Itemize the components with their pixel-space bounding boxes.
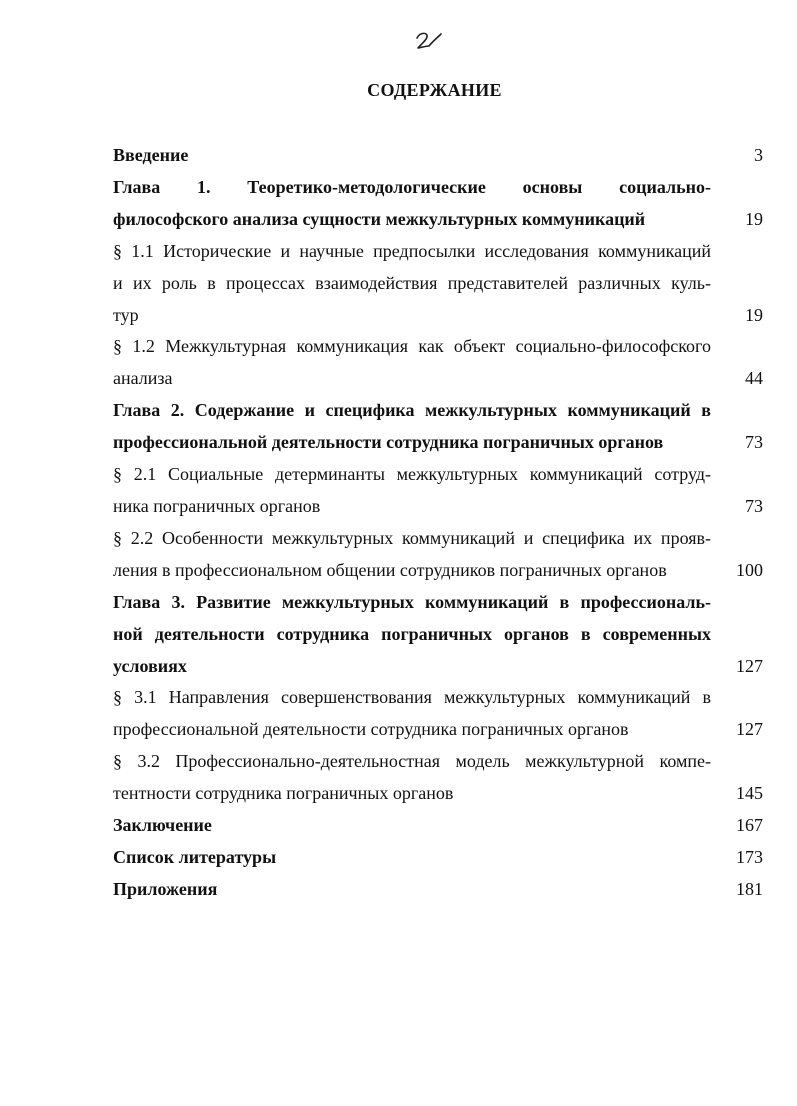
toc-entry-page-number: 73 xyxy=(745,432,763,453)
handwritten-page-number xyxy=(414,30,444,60)
toc-entry-title xyxy=(113,587,711,683)
toc-entry xyxy=(113,236,763,332)
toc-entry-page-number: 127 xyxy=(736,719,763,740)
toc-entry xyxy=(113,172,763,236)
toc-entry-line: Глава 1. Теоретико-методологические основы социально- xyxy=(113,176,711,197)
toc-entry xyxy=(113,523,763,587)
toc-entry-title xyxy=(113,395,711,459)
toc-entry-title xyxy=(113,172,711,236)
toc-entry-line: тентности сотрудника пограничных органов xyxy=(113,783,454,804)
toc-entry-line: § 1.2 Межкультурная коммуникация как объект социально-философского xyxy=(113,336,711,357)
toc-entry-line: § 3.2 Профессионально-деятельностная модель межкультурной компе- xyxy=(113,751,711,772)
toc-entry-page-number: 145 xyxy=(736,783,763,804)
toc-entry-page-number: 19 xyxy=(745,208,763,229)
toc-entry xyxy=(113,682,763,746)
toc-entry xyxy=(113,874,763,906)
toc-entry-line: и их роль в процессах взаимодействия представителей различных куль- xyxy=(113,272,711,293)
toc-entry xyxy=(113,842,763,874)
toc-entry-page-number: 100 xyxy=(736,559,763,580)
toc-entry-line: § 1.1 Исторические и научные предпосылки исследования коммуникаций xyxy=(113,240,711,261)
toc-entry-page-number: 44 xyxy=(745,368,763,389)
toc-entry-title xyxy=(113,810,711,842)
page-title: СОДЕРЖАНИЕ xyxy=(367,80,502,100)
toc-entry-line: тур xyxy=(113,304,139,325)
toc-entry-title xyxy=(113,523,711,587)
toc-entry-line: § 3.1 Направления совершенствования межкультурных коммуникаций в xyxy=(113,687,711,708)
toc-entry-line: Глава 3. Развитие межкультурных коммуникаций в профессиональ- xyxy=(113,591,711,612)
toc-entry-page-number: 73 xyxy=(745,495,763,516)
toc-entry-title xyxy=(113,682,711,746)
toc-entry xyxy=(113,746,763,810)
toc-entry-page-number: 3 xyxy=(754,145,763,165)
toc-entry xyxy=(113,810,763,842)
toc-entry-line: анализа xyxy=(113,368,173,389)
toc-entry-line: условиях xyxy=(113,655,187,676)
toc-entry-line: философского анализа сущности межкультурных коммуникаций xyxy=(113,208,646,229)
toc-entry-title xyxy=(113,140,711,172)
toc-entry-line: Глава 2. Содержание и специфика межкультурных коммуникаций в xyxy=(113,400,711,421)
toc-entry-title xyxy=(113,331,711,395)
toc-entry-line: § 2.1 Социальные детерминанты межкультурных коммуникаций сотруд- xyxy=(113,464,711,485)
toc-entry-title xyxy=(113,746,711,810)
toc-entry-page-number: 19 xyxy=(745,304,763,325)
toc-entry xyxy=(113,140,763,172)
toc-entry-line: Список литературы xyxy=(113,846,277,867)
table-of-contents xyxy=(113,140,763,906)
toc-entry-title xyxy=(113,874,711,906)
toc-entry-line: ной деятельности сотрудника пограничных органов в современных xyxy=(113,623,711,644)
toc-entry-title xyxy=(113,236,711,332)
toc-entry-line: ления в профессиональном общении сотрудников пограничных органов xyxy=(113,559,667,580)
toc-entry-page-number: 173 xyxy=(736,846,763,867)
toc-entry-page-number: 181 xyxy=(736,878,763,899)
toc-entry-title xyxy=(113,842,711,874)
toc-entry xyxy=(113,459,763,523)
toc-entry-page-number: 167 xyxy=(736,815,763,836)
toc-entry-line: Введение xyxy=(113,145,189,165)
toc-entry-page-number: 127 xyxy=(736,655,763,676)
toc-entry-line: Приложения xyxy=(113,878,218,899)
toc-entry xyxy=(113,587,763,683)
toc-entry-line: § 2.2 Особенности межкультурных коммуникаций и специфика их прояв- xyxy=(113,527,711,548)
toc-entry xyxy=(113,395,763,459)
toc-entry-title xyxy=(113,459,711,523)
toc-entry xyxy=(113,331,763,395)
toc-entry-line: ника пограничных органов xyxy=(113,495,321,516)
toc-entry-line: профессиональной деятельности сотрудника пограничных органов xyxy=(113,719,629,740)
toc-entry-line: профессиональной деятельности сотрудника пограничных органов xyxy=(113,432,664,453)
toc-entry-line: Заключение xyxy=(113,815,212,836)
